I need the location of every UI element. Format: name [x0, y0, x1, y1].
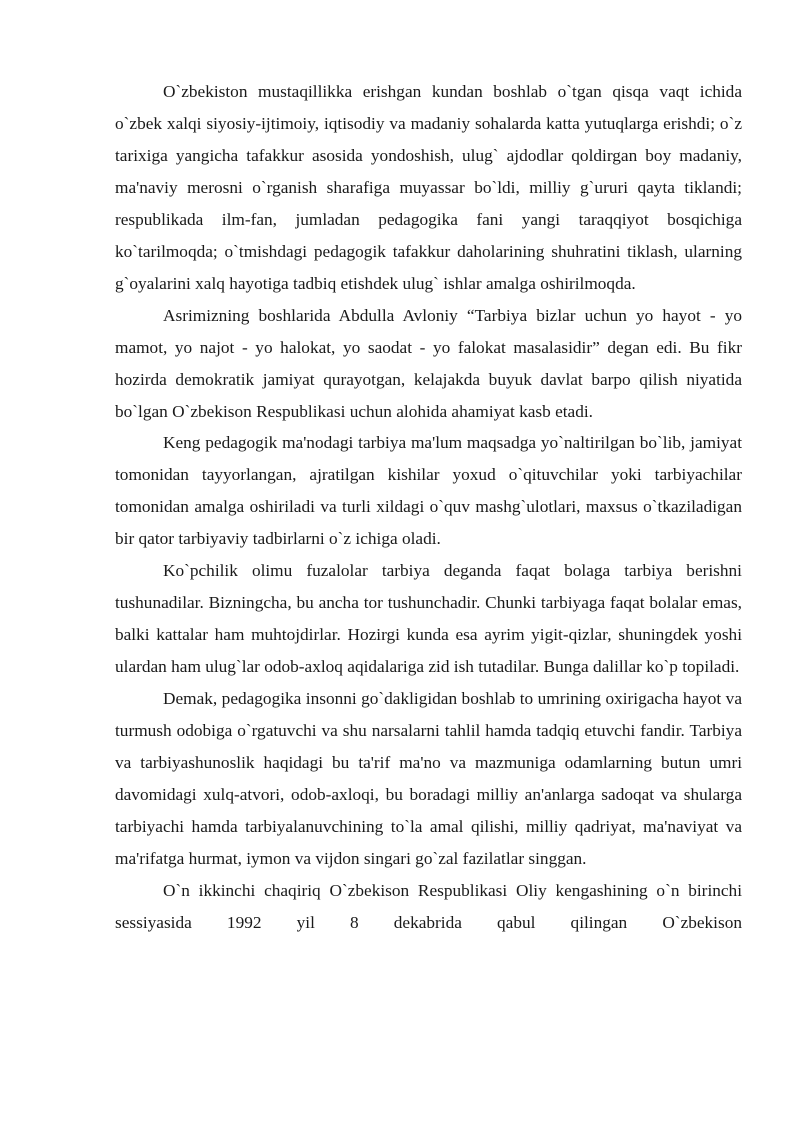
- paragraph: Ko`pchilik olimu fuzalolar tarbiya deganda faqat bolaga tarbiya berishni tushunadilar. Bizningcha, bu ancha tor tushunchadir. Chunki tarbiyaga faqat bolalar emas, balki kattalar ham muhtojdirlar. Hozirgi kunda esa ayrim yigit-qizlar, shuningdek yoshi ulardan ham ulug`lar odob-axloq aqidalariga zid ish tutadilar. Bunga dalillar ko`p topiladi.: [115, 561, 742, 677]
- document-body: [115, 76, 742, 939]
- paragraph: Demak, pedagogika insonni go`dakligidan boshlab to umrining oxirigacha hayot va turmush odobiga o`rgatuvchi va shu narsalarni tahlil hamda tadqiq etuvchi fandir. Tarbiya va tarbiyashunoslik haqidagi bu ta'rif ma'no va mazmuniga odamlarning butun umri davomidagi xulq-atvori, odob-axloqi, bu boradagi milliy an'anlarga sadoqat va shularga tarbiyachi hamda tarbiyalanuvchining to`la amal qilishi, milliy qadriyat, ma'naviyat va ma'rifatga hurmat, iymon va vijdon singari go`zal fazilatlar singgan.: [115, 689, 742, 868]
- paragraph: O`zbekiston mustaqillikka erishgan kundan boshlab o`tgan qisqa vaqt ichida o`zbek xalqi siyosiy-ijtimoiy, iqtisodiy va madaniy sohalarda katta yutuqlarga erishdi; o`z tarixiga yangicha tafakkur asosida yondoshish, ulug` ajdodlar qoldirgan boy madaniy, ma'naviy merosni o`rganish sharafiga muyassar bo`ldi, milliy g`ururi qayta tiklandi; respublikada ilm-fan, jumladan pedagogika fani yangi taraqqiyot bosqichiga ko`tarilmoqda; o`tmishdagi pedagogik tafakkur daholarining shuhratini tiklash, ularning g`oyalarini xalq hayotiga tadbiq etishdek ulug` ishlar amalga oshirilmoqda.: [115, 82, 742, 293]
- paragraph: O`n ikkinchi chaqiriq O`zbekison Respublikasi Oliy kengashining o`n birinchi sessiyasida 1992 yil 8 dekabrida qabul qilingan O`zbekison: [115, 880, 742, 932]
- paragraph: Keng pedagogik ma'nodagi tarbiya ma'lum maqsadga yo`naltirilgan bo`lib, jamiyat tomonidan tayyorlangan, ajratilgan kishilar yoxud o`qituvchilar yoki tarbiyachilar tomonidan amalga oshiriladi va turli xildagi o`quv mashg`ulotlari, maxsus o`tkaziladigan bir qator tarbiyaviy tadbirlarni o`z ichiga oladi.: [115, 433, 742, 549]
- paragraph: Asrimizning boshlarida Abdulla Avloniy “Tarbiya bizlar uchun yo hayot - yo mamot, yo najot - yo halokat, yo saodat - yo falokat masalasidir” degan edi. Bu fikr hozirda demokratik jamiyat qurayotgan, kelajakda buyuk davlat barpo qilish niyatida bo`lgan O`zbekison Respublikasi uchun alohida ahamiyat kasb etadi.: [115, 305, 742, 421]
